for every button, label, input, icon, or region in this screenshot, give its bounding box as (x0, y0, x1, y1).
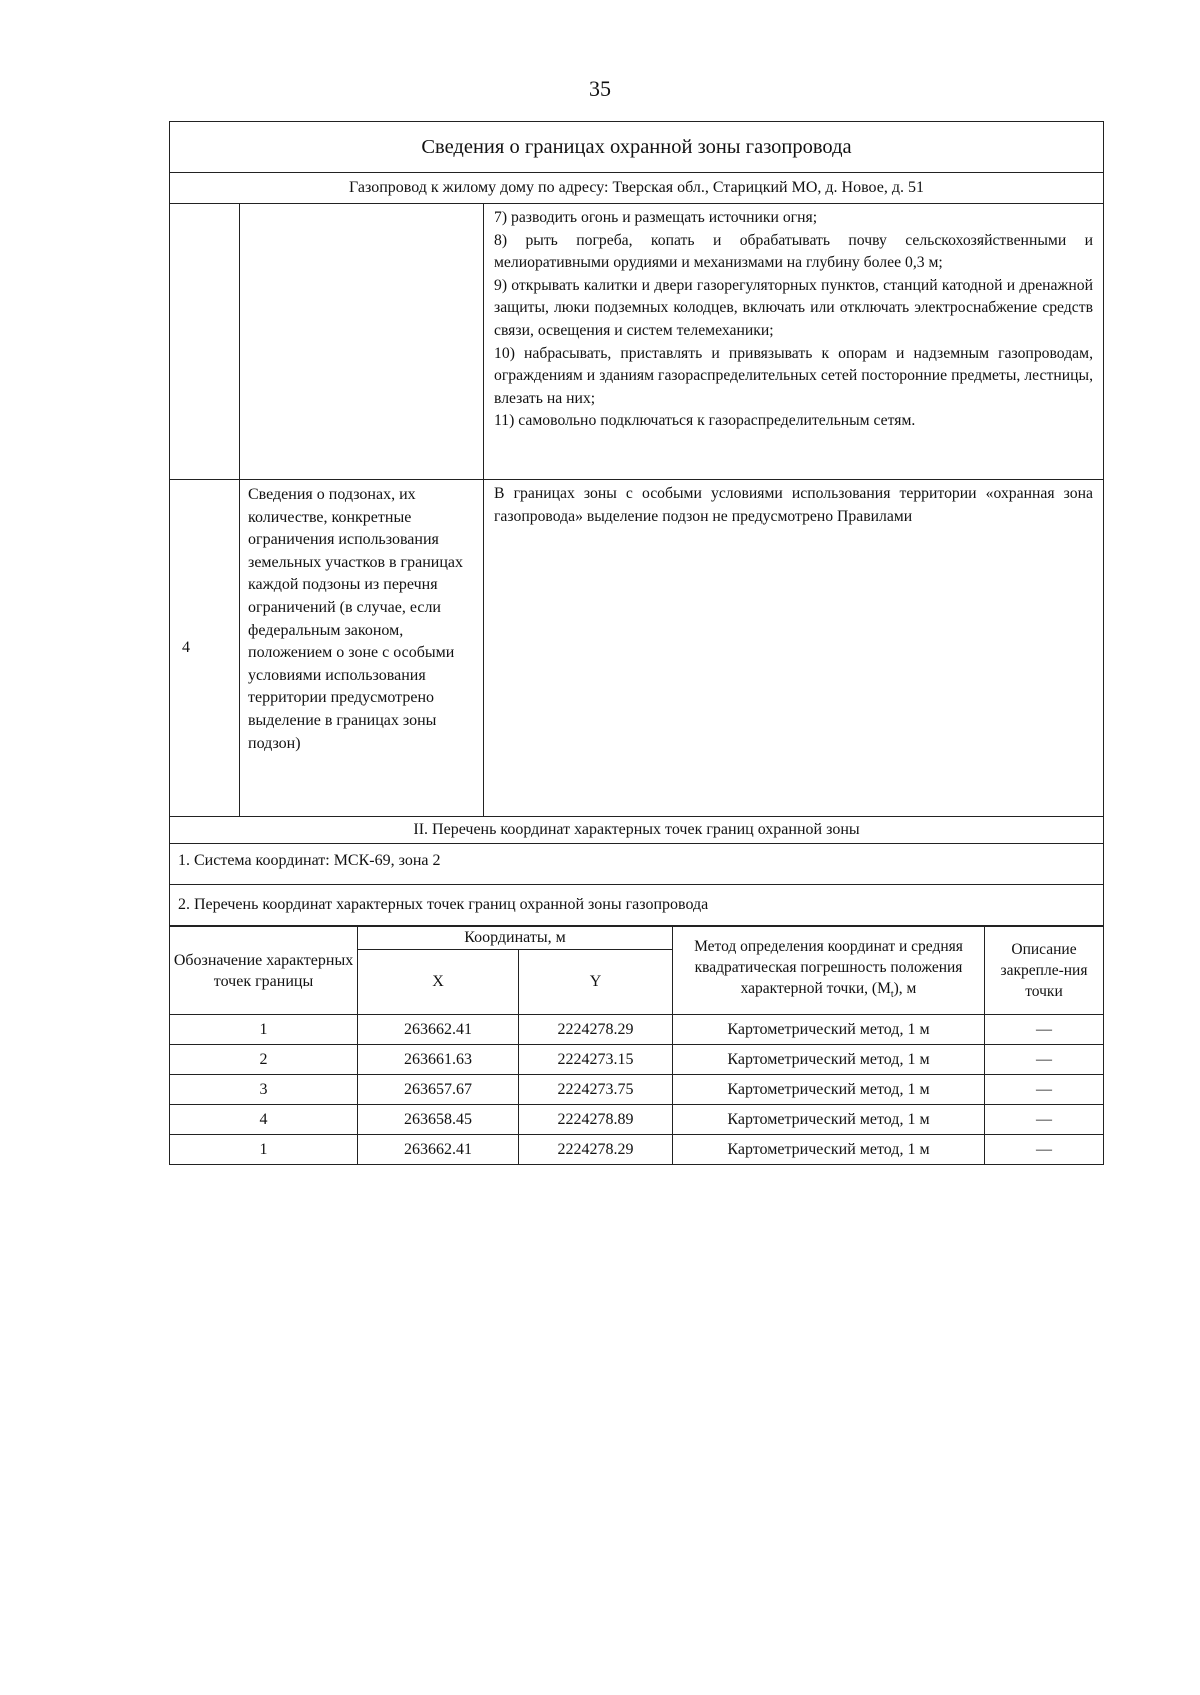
method: Картометрический метод, 1 м (673, 1135, 985, 1165)
coord-y: 2224273.15 (519, 1045, 673, 1075)
restriction-item: 8) рыть погреба, копать и обрабатывать почву сельскохозяйственными и мелиоративными орудиями и механизмами на глубину более 0,3 м; (494, 231, 1093, 272)
subzone-info: В границах зоны с особыми условиями использования территории «охранная зона газопровода» выделение подзон не предусмотрено Правилами (494, 485, 1093, 525)
header-method: Метод определения координат и средняя квадратическая погрешность положения характерной точки, $(M_t)$, м (673, 927, 985, 1015)
method: Картометрический метод, 1 м (673, 1015, 985, 1045)
coord-y: 2224278.29 (519, 1015, 673, 1045)
point-description: — (985, 1015, 1104, 1045)
coord-x: 263661.63 (358, 1045, 519, 1075)
point-id: 2 (170, 1045, 358, 1075)
row-number-cell-empty (170, 204, 240, 479)
method: Картометрический метод, 1 м (673, 1105, 985, 1135)
point-id: 1 (170, 1015, 358, 1045)
point-id: 1 (170, 1135, 358, 1165)
point-description: — (985, 1075, 1104, 1105)
coord-y: 2224278.29 (519, 1135, 673, 1165)
table-row (170, 1015, 1103, 1045)
header-designation: Обозначение характерных точек границы (170, 927, 358, 1015)
table-row-4 (170, 480, 1103, 817)
point-description: — (985, 1105, 1104, 1135)
coordinate-list-title: 2. Перечень координат характерных точек границ охранной зоны газопровода (170, 885, 1103, 926)
point-id: 4 (170, 1105, 358, 1135)
table-row (170, 1135, 1103, 1165)
header-y: Y (519, 950, 673, 1015)
row-label-cell-empty (240, 204, 484, 479)
header-description: Описание закрепле-ния точки (985, 927, 1104, 1015)
method: Картометрический метод, 1 м (673, 1075, 985, 1105)
coord-x: 263657.67 (358, 1075, 519, 1105)
method: Картометрический метод, 1 м (673, 1045, 985, 1075)
restriction-item: 11) самовольно подключаться к газораспределительным сетям. (494, 412, 916, 430)
coord-y: 2224273.75 (519, 1075, 673, 1105)
row-value (484, 480, 1103, 816)
restriction-item: 9) открывать калитки и двери газорегуляторных пунктов, станций катодной и дренажной защиты, люки подземных колодцев, включать или отключать электроснабжение средств связи, освещения и систем телемеханики; (494, 276, 1093, 339)
header-x: X (358, 950, 519, 1015)
table-row (170, 1105, 1103, 1135)
header-coordinates: Координаты, м (358, 927, 673, 950)
coord-x: 263662.41 (358, 1135, 519, 1165)
restriction-item: 7) разводить огонь и размещать источники огня; (494, 209, 818, 226)
restriction-item: 10) набрасывать, приставлять и привязывать к опорам и надземным газопроводам, ограждениям и зданиям газораспределительных сетей посторонние предметы, лестницы, влезать на них; (494, 344, 1093, 407)
section-2-title: II. Перечень координат характерных точек границ охранной зоны (170, 817, 1103, 844)
row-label: Сведения о подзонах, их количестве, конкретные ограничения использования земельных участков в границах каждой подзоны из перечня ограничений (в случае, если федеральным законом, положением о зоне с особыми условиями использования территории предусмотрено выделение в границах зоны подзон) (240, 480, 484, 816)
point-description: — (985, 1045, 1104, 1075)
coord-y: 2224278.89 (519, 1105, 673, 1135)
boundary-info-table (169, 121, 1104, 1165)
header-row (170, 927, 1103, 950)
restrictions-list (484, 204, 1103, 479)
coord-x: 263658.45 (358, 1105, 519, 1135)
table-title: Сведения о границах охранной зоны газопровода (170, 122, 1103, 173)
coordinate-system: 1. Система координат: МСК-69, зона 2 (170, 844, 1103, 885)
row-number: 4 (170, 480, 240, 816)
point-id: 3 (170, 1075, 358, 1105)
page-number: 35 (589, 76, 611, 101)
table-row (170, 1045, 1103, 1075)
table-row (170, 1075, 1103, 1105)
point-description: — (985, 1135, 1104, 1165)
coordinates-table (170, 926, 1103, 1164)
restrictions-continuation-row (170, 204, 1103, 480)
table-subtitle: Газопровод к жилому дому по адресу: Тверская обл., Старицкий МО, д. Новое, д. 51 (170, 173, 1103, 204)
coord-x: 263662.41 (358, 1015, 519, 1045)
